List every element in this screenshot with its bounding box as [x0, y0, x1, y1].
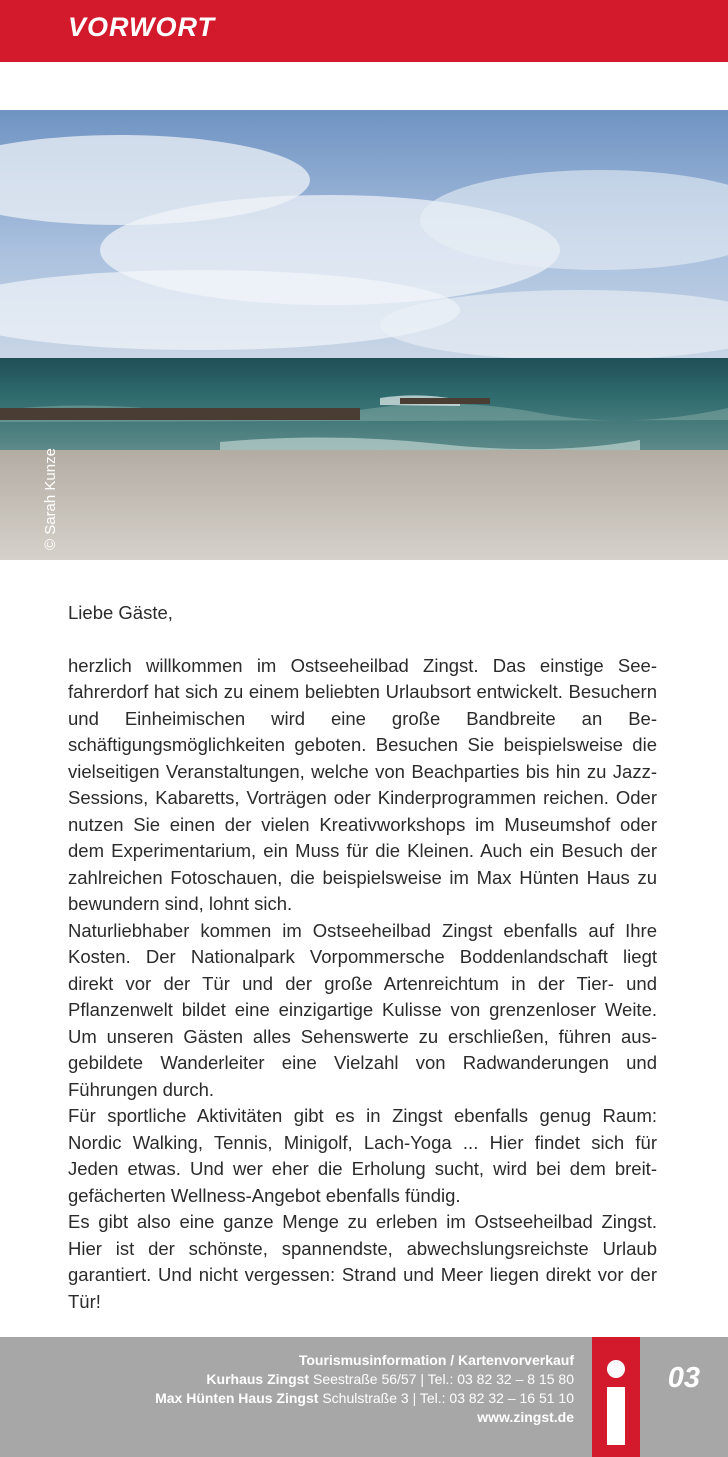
paragraph: Es gibt also eine ganze Menge zu erleben im Ostseeheilbad Zingst. Hier ist der schönste, spannendste, abwechslungsreichste Urlaub garantiert. Und nicht vergessen: Strand und Meer liegen direkt vor der Tür!	[68, 1211, 657, 1312]
kurhaus-name: Kurhaus Zingst	[206, 1371, 310, 1387]
kurhaus-details: Seestraße 56/57 | Tel.: 03 82 32 – 8 15 80	[312, 1371, 574, 1387]
section-title: VORWORT	[68, 12, 216, 42]
website-link[interactable]: www.zingst.de	[477, 1409, 574, 1425]
info-icon-dot	[607, 1360, 625, 1378]
info-icon-stem	[607, 1387, 625, 1445]
page-number: 03	[667, 1362, 700, 1394]
hunten-name: Max Hünten Haus Zingst	[155, 1390, 319, 1406]
contact-info	[155, 1351, 574, 1427]
footer-heading: Tourismusinformation / Kartenvorverkauf	[298, 1352, 574, 1368]
header-bar	[0, 0, 728, 62]
foreword-text	[68, 600, 657, 1315]
paragraph: Naturliebhaber kommen im Ostseeheilbad Zingst ebenfalls auf Ihre Kosten. Der Nationalpark Vorpommersche Boddenlandschaft liegt direkt vor der Tür und der große Artenreichtum in der Tier- und Pflanzenwelt bildet eine einzigartige Kulisse von grenzenloser Weite. Um unseren Gästen alles Sehenswerte zu erschließen, führen ausgebildete Wanderleiter eine Vielzahl von Radwanderungen und Führungen durch.	[68, 919, 657, 1100]
info-icon	[592, 1337, 640, 1457]
paragraph: Für sportliche Aktivitäten gibt es in Zingst ebenfalls genug Raum: Nordic Walking, Tennis, Minigolf, Lach-Yoga ... Hier findet sich für Jeden etwas. Und wer eher die Erholung sucht, wird bei dem breitgefächerten Wellness-Angebot ebenfalls fündig.	[68, 1105, 657, 1206]
beach-photo	[0, 110, 728, 560]
hunten-details: Schulstraße 3 | Tel.: 03 82 32 – 16 51 10	[322, 1390, 574, 1406]
paragraph: herzlich willkommen im Ostseeheilbad Zingst. Das einstige Seefahrerdorf hat sich zu einem beliebten Urlaubsort entwickelt. Besuchern und Einheimischen wird eine große Bandbreite an Beschäftigungsmöglichkeiten geboten. Besuchen Sie beispielsweise die vielseitigen Veranstaltungen, welche von Beachparties bis hin zu Jazz-Sessions, Kabaretts, Vorträgen oder Kinderprogrammen reichen. Oder nutzen Sie einen der vielen Kreativworkshops im Museumshof oder dem Experimentarium, ein Muss für die Kleinen. Auch ein Besuch der zahlreichen Fotoschauen, die beispielsweise im Max Hünten Haus zu bewundern sind, lohnt sich.	[68, 654, 657, 914]
greeting: Liebe Gäste,	[68, 602, 173, 623]
photo-credit: © Sarah Kunze	[42, 448, 59, 550]
